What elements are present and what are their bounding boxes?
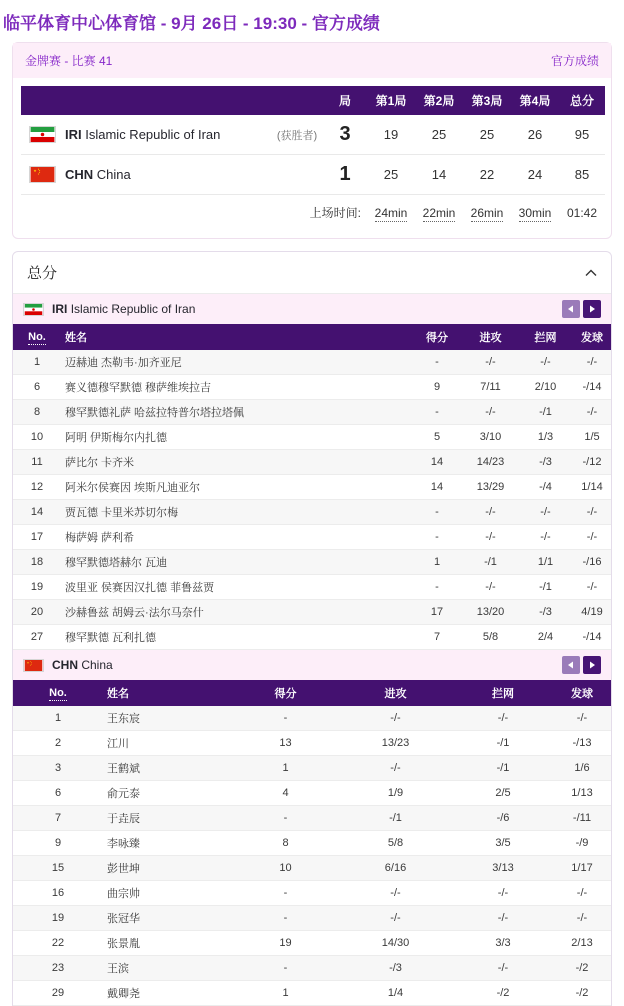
- chn-set4-score: 24: [527, 167, 543, 182]
- right-arrow-icon: [588, 305, 596, 313]
- player-points: 1: [411, 550, 463, 575]
- player-row: [13, 881, 611, 906]
- prev-page-button[interactable]: [562, 300, 580, 318]
- chn-set3-score: 22: [479, 167, 495, 182]
- duration-label: 上场时间:: [309, 206, 361, 220]
- player-serve: -/-: [553, 881, 611, 906]
- player-attack: -/-: [338, 756, 453, 781]
- player-row: [13, 856, 611, 881]
- player-attack: -/-: [463, 525, 518, 550]
- player-serve: -/-: [573, 525, 611, 550]
- player-block: -/1: [453, 731, 553, 756]
- player-block: -/1: [518, 575, 573, 600]
- player-attack: 7/11: [463, 375, 518, 400]
- player-row: [13, 500, 611, 525]
- match-bar: [13, 43, 611, 78]
- player-attack: -/-: [463, 400, 518, 425]
- player-serve: 1/14: [573, 475, 611, 500]
- player-attack: 6/16: [338, 856, 453, 881]
- player-points: 9: [411, 375, 463, 400]
- sets-won-chn: 1: [339, 163, 351, 185]
- player-name: 王滨: [103, 956, 233, 981]
- player-name: 于垚辰: [103, 806, 233, 831]
- player-points: -: [233, 906, 338, 931]
- player-block: -/-: [518, 525, 573, 550]
- player-attack: -/1: [338, 806, 453, 831]
- col-attack: 进攻: [463, 324, 518, 350]
- player-points: 1: [233, 756, 338, 781]
- player-number: 10: [13, 425, 61, 450]
- player-number: 17: [13, 525, 61, 550]
- col-set4: 第4局: [511, 86, 559, 115]
- player-number: 18: [13, 550, 61, 575]
- player-name: 张景胤: [103, 931, 233, 956]
- player-row: [13, 756, 611, 781]
- player-number: 27: [13, 625, 61, 650]
- player-row: [13, 625, 611, 650]
- player-points: 7: [411, 625, 463, 650]
- player-block: -/-: [453, 906, 553, 931]
- player-points: -: [411, 400, 463, 425]
- player-serve: -/16: [573, 550, 611, 575]
- player-attack: -/-: [338, 906, 453, 931]
- player-serve: 1/5: [573, 425, 611, 450]
- player-block: -/1: [518, 400, 573, 425]
- player-number: 23: [13, 956, 103, 981]
- player-attack: -/-: [463, 575, 518, 600]
- player-block: -/-: [453, 881, 553, 906]
- player-serve: -/-: [553, 706, 611, 731]
- player-serve: -/-: [573, 575, 611, 600]
- iran-flag-icon: [29, 126, 56, 143]
- winner-label: (获胜者): [276, 129, 318, 142]
- player-row: [13, 706, 611, 731]
- team-row-iri: [21, 115, 605, 155]
- col-set1: 第1局: [367, 86, 415, 115]
- player-name: 赛义德穆罕默德 穆萨维埃拉吉: [61, 375, 411, 400]
- team-name-chn: CHN China: [65, 167, 131, 182]
- player-points: 10: [233, 856, 338, 881]
- player-name: 梅萨姆 萨利希: [61, 525, 411, 550]
- player-block: -/4: [518, 475, 573, 500]
- player-points: 17: [411, 600, 463, 625]
- player-name: 波里亚 侯赛因汉扎德 菲鲁兹贾: [61, 575, 411, 600]
- player-points: -: [233, 956, 338, 981]
- player-serve: 1/17: [553, 856, 611, 881]
- player-points: 4: [233, 781, 338, 806]
- next-page-button[interactable]: [583, 300, 601, 318]
- player-row: [13, 450, 611, 475]
- player-attack: -/-: [338, 706, 453, 731]
- set2-duration: 22min: [422, 205, 456, 220]
- player-attack: 13/20: [463, 600, 518, 625]
- player-attack: 14/23: [463, 450, 518, 475]
- player-attack: 3/10: [463, 425, 518, 450]
- player-row: [13, 781, 611, 806]
- player-points: -: [411, 575, 463, 600]
- stats-table-iri: [13, 324, 611, 650]
- player-number: 6: [13, 781, 103, 806]
- player-name: 沙赫鲁兹 胡姆云·法尔马奈什: [61, 600, 411, 625]
- player-block: 3/13: [453, 856, 553, 881]
- player-block: 3/5: [453, 831, 553, 856]
- player-number: 9: [13, 831, 103, 856]
- player-number: 1: [13, 350, 61, 375]
- player-block: 3/3: [453, 931, 553, 956]
- player-row: [13, 375, 611, 400]
- player-serve: -/-: [553, 906, 611, 931]
- prev-page-button[interactable]: [562, 656, 580, 674]
- page-title: 临平体育中心体育馆 - 9月 26日 - 19:30 - 官方成绩: [3, 14, 380, 33]
- player-attack: -/1: [463, 550, 518, 575]
- col-total: 总分: [559, 86, 605, 115]
- col-set3: 第3局: [463, 86, 511, 115]
- player-row: [13, 831, 611, 856]
- match-phase-label: 金牌赛 - 比赛 41: [25, 54, 113, 68]
- player-attack: 14/30: [338, 931, 453, 956]
- player-serve: -/-: [573, 500, 611, 525]
- player-block: -/6: [453, 806, 553, 831]
- player-name: 李咏臻: [103, 831, 233, 856]
- player-number: 8: [13, 400, 61, 425]
- player-number: 29: [13, 981, 103, 1006]
- player-attack: -/-: [463, 500, 518, 525]
- scoreboard-card: [12, 42, 612, 239]
- player-attack: 5/8: [463, 625, 518, 650]
- section-header[interactable]: [13, 252, 611, 294]
- player-block: -/3: [518, 450, 573, 475]
- team-bar-label-iri: IRI Islamic Republic of Iran: [52, 302, 196, 316]
- player-points: 13: [233, 731, 338, 756]
- player-name: 张冠华: [103, 906, 233, 931]
- player-number: 11: [13, 450, 61, 475]
- player-number: 6: [13, 375, 61, 400]
- player-name: 贾瓦德 卡里米苏切尔梅: [61, 500, 411, 525]
- iran-flag-icon: [23, 303, 44, 316]
- official-result-label: 官方成绩: [550, 54, 599, 68]
- player-block: 2/5: [453, 781, 553, 806]
- player-serve: -/14: [573, 625, 611, 650]
- left-arrow-icon: [567, 305, 575, 313]
- player-serve: -/11: [553, 806, 611, 831]
- player-serve: 1/6: [553, 756, 611, 781]
- player-attack: 1/9: [338, 781, 453, 806]
- player-attack: 5/8: [338, 831, 453, 856]
- player-row: [13, 931, 611, 956]
- player-number: 14: [13, 500, 61, 525]
- player-serve: -/2: [553, 956, 611, 981]
- player-serve: 4/19: [573, 600, 611, 625]
- player-points: -: [411, 350, 463, 375]
- iri-set2-score: 25: [431, 127, 447, 142]
- col-attack: 进攻: [338, 680, 453, 706]
- player-block: 2/4: [518, 625, 573, 650]
- player-number: 7: [13, 806, 103, 831]
- player-attack: -/3: [338, 956, 453, 981]
- player-serve: -/-: [573, 400, 611, 425]
- right-arrow-icon: [588, 661, 596, 669]
- player-points: 14: [411, 475, 463, 500]
- player-name: 王东宸: [103, 706, 233, 731]
- player-attack: 1/4: [338, 981, 453, 1006]
- player-points: -: [411, 525, 463, 550]
- col-name: 姓名: [103, 680, 233, 706]
- stats-table-chn: [13, 680, 611, 1006]
- player-row: [13, 475, 611, 500]
- chn-set1-score: 25: [383, 167, 399, 182]
- player-block: -/2: [453, 981, 553, 1006]
- player-attack: -/-: [338, 881, 453, 906]
- iri-set1-score: 19: [383, 127, 399, 142]
- player-serve: -/14: [573, 375, 611, 400]
- section-title: 总分: [27, 265, 58, 282]
- col-block: 拦网: [518, 324, 573, 350]
- player-number: 1: [13, 706, 103, 731]
- chevron-up-icon[interactable]: [585, 269, 597, 277]
- player-row: [13, 550, 611, 575]
- player-name: 萨比尔 卡齐米: [61, 450, 411, 475]
- player-points: 14: [411, 450, 463, 475]
- player-number: 3: [13, 756, 103, 781]
- player-name: 阿米尔侯赛因 埃斯凡迪亚尔: [61, 475, 411, 500]
- player-name: 穆罕默德礼萨 哈兹拉特普尔塔拉塔佩: [61, 400, 411, 425]
- player-name: 彭世坤: [103, 856, 233, 881]
- player-attack: 13/29: [463, 475, 518, 500]
- player-row: [13, 731, 611, 756]
- player-number: 19: [13, 906, 103, 931]
- player-serve: -/13: [553, 731, 611, 756]
- player-attack: -/-: [463, 350, 518, 375]
- player-block: -/-: [453, 706, 553, 731]
- player-points: 19: [233, 931, 338, 956]
- player-row: [13, 806, 611, 831]
- player-serve: -/-: [573, 350, 611, 375]
- player-points: 5: [411, 425, 463, 450]
- player-number: 2: [13, 731, 103, 756]
- set3-duration: 26min: [470, 205, 504, 220]
- team-bar-iri: [13, 294, 611, 324]
- next-page-button[interactable]: [583, 656, 601, 674]
- china-flag-icon: [29, 166, 56, 183]
- team-bar-label-chn: CHN China: [52, 658, 113, 672]
- set4-duration: 30min: [518, 205, 552, 220]
- player-serve: 1/13: [553, 781, 611, 806]
- player-block: 2/10: [518, 375, 573, 400]
- player-points: 8: [233, 831, 338, 856]
- player-number: 16: [13, 881, 103, 906]
- player-block: -/-: [518, 350, 573, 375]
- player-row: [13, 956, 611, 981]
- player-number: 20: [13, 600, 61, 625]
- player-name: 曲宗帅: [103, 881, 233, 906]
- player-number: 15: [13, 856, 103, 881]
- player-name: 王鹤斌: [103, 756, 233, 781]
- iri-set3-score: 25: [479, 127, 495, 142]
- player-points: -: [233, 706, 338, 731]
- player-block: 1/1: [518, 550, 573, 575]
- player-row: [13, 525, 611, 550]
- player-row: [13, 600, 611, 625]
- chn-total-score: 85: [574, 167, 590, 182]
- set1-duration: 24min: [374, 205, 408, 220]
- score-table: [21, 86, 605, 230]
- total-duration: 01:42: [566, 205, 598, 220]
- player-points: -: [411, 500, 463, 525]
- col-points: 得分: [411, 324, 463, 350]
- player-row: [13, 981, 611, 1006]
- player-attack: 13/23: [338, 731, 453, 756]
- player-serve: 2/13: [553, 931, 611, 956]
- player-block: -/-: [518, 500, 573, 525]
- player-row: [13, 350, 611, 375]
- player-row: [13, 400, 611, 425]
- col-sets: 局: [323, 86, 367, 115]
- player-block: -/1: [453, 756, 553, 781]
- col-set2: 第2局: [415, 86, 463, 115]
- player-name: 穆罕默德塔赫尔 瓦迪: [61, 550, 411, 575]
- team-bar-chn: [13, 650, 611, 680]
- duration-row: [21, 195, 605, 231]
- col-serve: 发球: [573, 324, 611, 350]
- player-name: 江川: [103, 731, 233, 756]
- chn-set2-score: 14: [431, 167, 447, 182]
- iri-set4-score: 26: [527, 127, 543, 142]
- col-serve: 发球: [553, 680, 611, 706]
- player-number: 12: [13, 475, 61, 500]
- team-name-iri: IRI Islamic Republic of Iran: [65, 127, 221, 142]
- col-name: 姓名: [61, 324, 411, 350]
- player-row: [13, 425, 611, 450]
- left-arrow-icon: [567, 661, 575, 669]
- player-name: 阿明 伊斯梅尔内扎德: [61, 425, 411, 450]
- player-block: -/3: [518, 600, 573, 625]
- player-name: 俞元泰: [103, 781, 233, 806]
- player-name: 迈赫迪 杰勒韦·加齐亚尼: [61, 350, 411, 375]
- player-points: 1: [233, 981, 338, 1006]
- col-no: No.: [13, 324, 61, 350]
- player-number: 19: [13, 575, 61, 600]
- player-block: -/-: [453, 956, 553, 981]
- player-number: 22: [13, 931, 103, 956]
- player-name: 穆罕默德 瓦利扎德: [61, 625, 411, 650]
- china-flag-icon: [23, 659, 44, 672]
- player-serve: -/2: [553, 981, 611, 1006]
- col-no: No.: [13, 680, 103, 706]
- player-points: -: [233, 806, 338, 831]
- col-block: 拦网: [453, 680, 553, 706]
- totals-section: [12, 251, 612, 1006]
- sets-won-iri: 3: [339, 123, 351, 145]
- player-points: -: [233, 881, 338, 906]
- player-row: [13, 575, 611, 600]
- player-name: 戴卿尧: [103, 981, 233, 1006]
- team-row-chn: [21, 155, 605, 195]
- player-block: 1/3: [518, 425, 573, 450]
- player-serve: -/9: [553, 831, 611, 856]
- col-points: 得分: [233, 680, 338, 706]
- iri-total-score: 95: [574, 127, 590, 142]
- player-serve: -/12: [573, 450, 611, 475]
- player-row: [13, 906, 611, 931]
